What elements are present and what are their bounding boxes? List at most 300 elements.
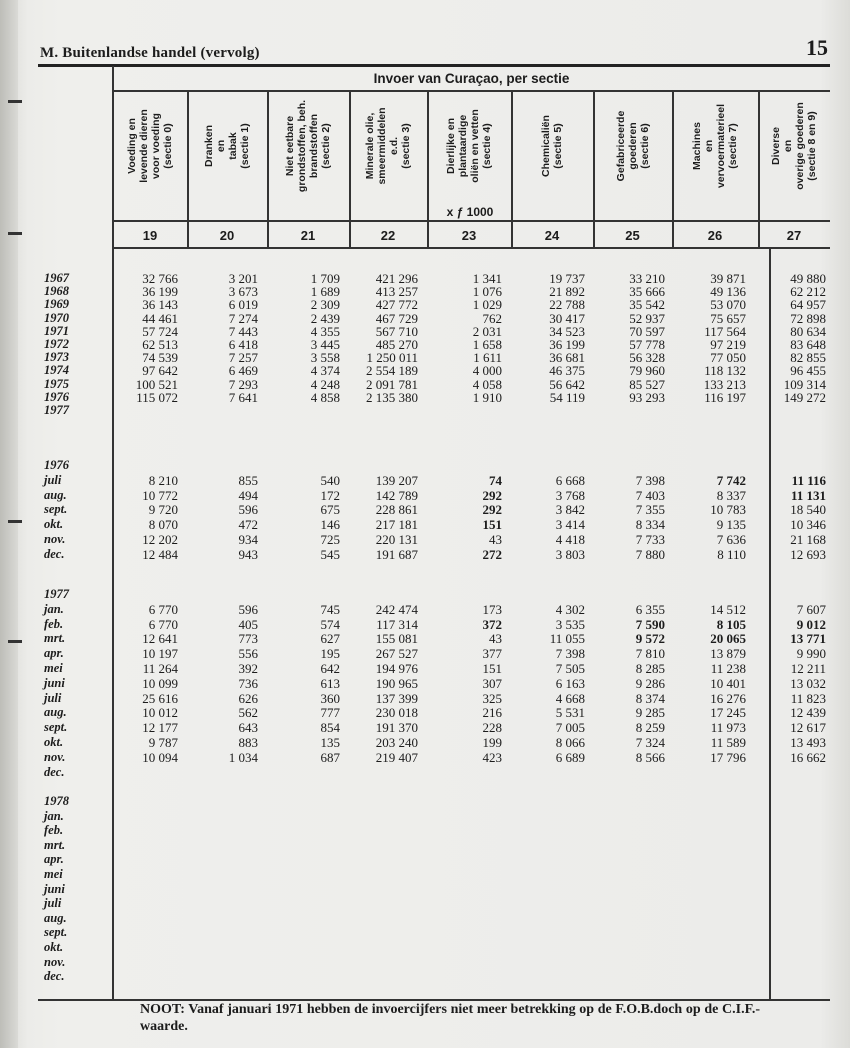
table-cell: 9 720 [148,502,178,518]
table-cell: 1 029 [472,297,502,313]
table-cell: 10 783 [710,502,746,518]
table-cell: 854 [320,720,340,736]
table-cell: 545 [320,546,340,562]
row-label: dec. [44,764,65,779]
column-header-line: levende dieren [138,109,150,183]
table-cell: 1 709 [310,271,340,286]
table-cell: 203 240 [375,735,418,750]
table-cell: 8 070 [148,517,178,533]
column-header [511,92,593,200]
table-cell: 626 [238,690,258,706]
table-cell: 1 034 [228,749,258,765]
table-cell: 21 168 [790,532,826,547]
table-cell: 325 [482,690,502,706]
table-cell: 10 012 [142,705,178,721]
row-label: mei [44,867,63,881]
table-cell: 139 207 [375,472,418,488]
table-cell: 219 407 [375,749,418,765]
column-number: 22 [380,228,396,243]
table-cell: 596 [238,601,258,617]
table-cell: 117 314 [376,616,418,632]
table-cell: 52 937 [629,310,665,326]
column-header-line: (sectie 6) [638,123,651,169]
row-label: 1970 [44,310,69,325]
table-cell: 7 443 [228,323,258,339]
table-cell: 11 264 [142,661,178,676]
table-cell: 97 642 [142,363,178,379]
table-cell: 643 [238,720,258,736]
table-cell: 7 293 [228,376,258,392]
column-header-text [126,91,174,201]
table-cell: 190 965 [375,675,418,691]
column-header-line: (sectie 2) [320,123,332,169]
table-cell: 36 681 [549,350,585,366]
table-cell: 4 248 [310,376,340,392]
table-cell: 675 [320,502,340,518]
row-label: 1967 [44,271,69,285]
column-number: 21 [300,228,316,243]
table-cell: 53 070 [710,297,746,313]
table-cell: 943 [238,546,258,562]
column-header [267,92,349,200]
header-rule [113,220,830,222]
table-cell: 3 558 [310,350,340,366]
table-cell: 642 [320,661,340,676]
column-header-line: e.d. [388,136,400,156]
table-cell: 6 668 [555,472,585,488]
table-cell: 7 257 [228,350,258,366]
row-label: sept. [44,720,68,735]
table-cell: 7 398 [635,472,665,488]
table-cell: 155 081 [375,631,418,647]
table-cell: 13 879 [710,646,746,662]
table-cell: 307 [482,675,502,691]
page-number: 15 [806,35,828,60]
column-header-line: (sectie 1) [239,123,251,169]
column-header-line: vervoermaterieel [715,103,727,189]
table-cell: 2 554 189 [366,363,418,379]
row-label: nov. [44,749,66,764]
row-label: 1976 [44,389,69,404]
column-header-line: plantaardige [457,114,469,178]
row-label: mrt. [44,631,66,646]
table-cell: 83 648 [790,337,826,352]
table-cell: 54 119 [549,389,585,405]
table-cell: 6 019 [228,297,258,313]
row-label: 1969 [44,297,69,312]
column-header-line: overige goederen [794,102,806,190]
table-cell: 3 673 [228,284,258,300]
table-cell: 10 197 [142,646,178,662]
table-cell: 574 [320,616,340,632]
table-cell: 8 374 [635,690,665,706]
table-cell: 627 [320,631,340,647]
row-label: 1973 [44,350,69,365]
column-header [349,92,427,200]
table-cell: 220 131 [375,532,418,547]
table-cell: 32 766 [142,271,178,286]
column-header [593,92,672,200]
table-cell: 11 116 [791,472,826,488]
table-cell: 242 474 [375,601,418,617]
column-header-line: Dierlijke en [445,117,457,175]
table-cell: 173 [482,601,502,617]
table-cell: 36 143 [142,297,178,313]
table-cell: 36 199 [549,337,585,352]
table-cell: 934 [238,532,258,547]
table-cell: 10 094 [142,749,178,765]
table-cell: 228 [482,720,502,736]
table-cell: 8 566 [635,749,665,765]
table-cell: 7 274 [228,310,258,326]
table-cell: 6 163 [555,675,585,691]
table-cell: 135 [320,735,340,750]
table-cell: 377 [482,646,502,662]
page-binding [0,0,18,1048]
table-cell: 80 634 [790,323,826,339]
table-cell: 49 880 [790,271,826,286]
table-cell: 12 617 [790,720,826,736]
table-cell: 44 461 [142,310,178,326]
table-cell: 11 973 [710,720,746,736]
table-cell: 423 [482,749,502,765]
table-cell: 70 597 [629,323,665,339]
table-cell: 292 [482,502,502,518]
table-cell: 6 418 [228,337,258,352]
year-label: 1976 [44,458,69,472]
column-header-line: (sectie 8 en 9) [806,111,818,181]
table-cell: 13 771 [790,631,826,647]
table-cell: 117 564 [704,323,746,339]
table-cell: 13 032 [790,675,826,691]
table-cell: 39 871 [710,271,746,286]
year-label: 1978 [44,794,69,808]
column-header-text [770,91,818,201]
column-header-text [691,91,739,201]
table-cell: 1 658 [472,337,502,352]
table-cell: 2 439 [310,310,340,326]
table-cell: 4 668 [555,690,585,706]
row-label: juni [44,881,65,896]
table-cell: 762 [482,310,502,326]
table-cell: 8 285 [635,661,665,676]
column-header-line: (sectie 7) [727,123,739,169]
table-cell: 74 539 [142,350,178,366]
table-cell: 8 259 [635,720,665,736]
column-header [758,92,830,200]
table-cell: 372 [482,616,502,632]
column-header-line: en [782,139,794,153]
table-cell: 9 286 [635,675,665,691]
table-cell: 736 [238,675,258,691]
table-cell: 230 018 [375,705,418,721]
table-cell: 360 [320,690,340,706]
table-cell: 2 135 380 [366,389,418,405]
table-cell: 725 [320,532,340,547]
table-cell: 4 000 [472,363,502,379]
table-cell: 9 572 [635,631,665,647]
table-cell: 34 523 [549,323,585,339]
table-cell: 413 257 [375,284,418,300]
table-cell: 13 493 [790,735,826,750]
binding-mark [8,640,22,643]
table-cell: 10 401 [710,675,746,691]
binding-mark [8,520,22,523]
table-cell: 9 135 [716,517,746,533]
table-cell: 540 [320,472,340,488]
row-label: 1977 [44,403,69,417]
table-cell: 49 136 [710,284,746,300]
table-cell: 217 181 [375,517,418,533]
table-cell: 199 [482,735,502,750]
column-header-line: (sectie 4) [481,123,493,169]
table-cell: 773 [238,631,258,647]
column-header-text [615,91,651,201]
table-cell: 137 399 [375,690,418,706]
table-cell: 1 341 [472,271,502,286]
table-cell: 7 733 [635,532,665,547]
row-label: jan. [44,601,64,616]
table-cell: 172 [320,487,340,503]
table-cell: 85 527 [629,376,665,392]
row-label: jan. [44,808,64,823]
column-number: 27 [786,228,802,243]
table-cell: 596 [238,502,258,518]
table-cell: 8 337 [716,487,746,503]
table-cell: 194 976 [375,661,418,676]
table-cell: 745 [320,601,340,617]
table-cell: 96 455 [790,363,826,379]
row-label: feb. [44,616,64,631]
table-cell: 7 742 [716,472,746,488]
table-cell: 216 [482,705,502,721]
row-label: aug. [44,487,67,502]
table-cell: 8 210 [148,472,178,488]
table-cell: 11 131 [790,487,826,503]
table-cell: 20 065 [710,631,746,647]
column-header [427,92,511,200]
table-cell: 33 210 [629,271,665,286]
table-cell: 567 710 [375,323,418,339]
table-cell: 562 [238,705,258,721]
table-cell: 12 211 [790,661,826,676]
table-cell: 43 [489,631,502,647]
table-cell: 142 789 [375,487,418,503]
column-header [672,92,758,200]
table-cell: 494 [238,487,258,503]
row-label: okt. [44,940,64,954]
table-cell: 1 910 [472,389,502,405]
table-cell: 4 058 [472,376,502,392]
unit-label: x ƒ 1000 [446,205,494,219]
table-cell: 11 589 [710,735,746,750]
column-header-line: oliën en vetten [469,109,481,183]
table-cell: 4 374 [310,363,340,379]
table-cell: 35 542 [629,297,665,313]
column-header-line: tabak [227,132,239,160]
table-cell: 1 250 011 [366,350,418,366]
column-number: 20 [219,228,235,243]
table-cell: 151 [482,517,502,533]
table-cell: 7 403 [635,487,665,503]
table-cell: 9 012 [796,616,826,632]
table-cell: 7 005 [555,720,585,736]
table-cell: 46 375 [549,363,585,379]
column-header-line: en [703,139,715,153]
table-supertitle: Invoer van Curaçao, per sectie [373,71,570,86]
column-number: 26 [707,228,723,243]
column-header-line: (sectie 5) [552,123,564,169]
row-label: juli [44,472,62,487]
table-cell: 228 861 [375,502,418,518]
table-cell: 12 484 [142,546,178,562]
year-label: 1977 [44,587,69,601]
table-cell: 14 512 [710,601,746,617]
column-number: 19 [142,228,158,243]
table-cell: 7 355 [635,502,665,518]
footnote: NOOT: Vanaf januari 1971 hebben de invoercijfers niet meer betrekking op de F.O.B.doch op de C.I.F.-waarde. [140,1002,760,1034]
row-label: juni [44,675,65,690]
table-cell: 16 276 [710,690,746,706]
table-cell: 9 285 [635,705,665,721]
table-cell: 72 898 [790,310,826,326]
table-cell: 64 957 [790,297,826,313]
table-cell: 93 293 [629,389,665,405]
column-header-line: Dranken [203,125,215,168]
table-cell: 7 590 [635,616,665,632]
table-cell: 7 636 [716,532,746,547]
table-cell: 3 803 [555,546,585,562]
table-cell: 7 641 [228,389,258,405]
table-cell: 133 213 [703,376,746,392]
table-cell: 116 197 [704,389,746,405]
row-label: 1971 [44,323,69,338]
row-label: nov. [44,532,66,546]
table-cell: 392 [238,661,258,676]
row-label: okt. [44,517,64,532]
table-cell: 10 099 [142,675,178,691]
table-cell: 25 616 [142,690,178,706]
column-number: 25 [625,228,640,243]
table-cell: 7 324 [635,735,665,750]
row-label: okt. [44,735,64,749]
table-cell: 17 245 [710,705,746,721]
column-number: 23 [461,228,477,243]
column-header-text [540,91,564,201]
column-header-text [445,91,493,201]
table-cell: 21 892 [549,284,585,300]
table-cell: 82 855 [790,350,826,366]
column-header-line: brandstoffen [308,113,320,179]
table-cell: 57 778 [629,337,665,352]
table-cell: 149 272 [783,389,826,405]
table-cell: 22 788 [549,297,585,313]
table-cell: 3 535 [555,616,585,632]
table-cell: 272 [482,546,502,562]
table-cell: 883 [238,735,258,750]
table-cell: 421 296 [375,271,418,286]
row-label: feb. [44,823,64,838]
table-cell: 2 309 [310,297,340,313]
table-cell: 3 445 [310,337,340,352]
table-cell: 10 346 [790,517,826,533]
table-cell: 79 960 [629,363,665,379]
column-header-line: grondstoffen, beh. [296,99,308,193]
row-label: apr. [44,852,64,867]
table-cell: 146 [320,517,340,533]
table-cell: 191 370 [375,720,418,736]
table-cell: 3 768 [555,487,585,503]
column-header-line: smeermiddelen [376,107,388,185]
table-cell: 195 [320,646,340,662]
table-cell: 17 796 [710,749,746,765]
column-header-line: Chemicaliën [540,115,552,177]
column-header-line: Gefabriceerde [614,110,627,182]
table-cell: 7 880 [635,546,665,562]
table-cell: 12 693 [790,546,826,562]
table-cell: 485 270 [375,337,418,352]
top-rule [38,64,830,67]
table-cell: 97 219 [710,337,746,352]
table-cell: 7 505 [555,661,585,676]
table-cell: 9 787 [148,735,178,750]
table-cell: 4 302 [555,601,585,617]
table-cell: 43 [489,532,502,547]
table-cell: 36 199 [142,284,178,300]
column-header-line: Niet eetbare [284,115,296,177]
table-cell: 12 641 [142,631,178,647]
row-label: aug. [44,705,67,720]
table-cell: 6 770 [148,616,178,632]
table-cell: 109 314 [783,376,826,392]
binding-mark [8,232,22,235]
column-header-line: voor voeding [150,113,162,179]
row-label: mrt. [44,837,66,852]
column-header-line: (sectie 0) [162,123,174,169]
column-header-text [284,91,332,201]
section-title: M. Buitenlandse handel (vervolg) [40,45,260,61]
table-cell: 8 066 [555,735,585,750]
table-cell: 35 666 [629,284,665,300]
table-cell: 6 355 [635,601,665,617]
row-label: sept. [44,925,68,940]
table-cell: 267 527 [375,646,418,662]
table-cell: 2 091 781 [366,376,418,392]
table-cell: 4 418 [555,532,585,547]
table-cell: 74 [489,472,502,488]
column-header-line: en [215,139,227,153]
table-cell: 10 772 [142,487,178,503]
row-label: nov. [44,954,66,969]
table-cell: 7 607 [796,601,826,617]
table-cell: 16 662 [790,749,826,765]
table-cell: 56 328 [629,350,665,366]
table-cell: 4 858 [310,389,340,405]
table-cell: 855 [238,472,258,488]
column-header-line: goederen [626,122,639,170]
table-cell: 8 334 [635,517,665,533]
column-header-line: Voeding en [126,118,138,174]
column-header-line: Diverse [770,127,782,165]
table-cell: 292 [482,487,502,503]
row-label: apr. [44,646,64,661]
column-header [113,92,187,200]
table-cell: 3 201 [228,271,258,286]
table-cell: 11 238 [710,661,746,676]
table-cell: 472 [238,517,258,533]
table-cell: 5 531 [555,705,585,721]
table-cell: 6 770 [148,601,178,617]
